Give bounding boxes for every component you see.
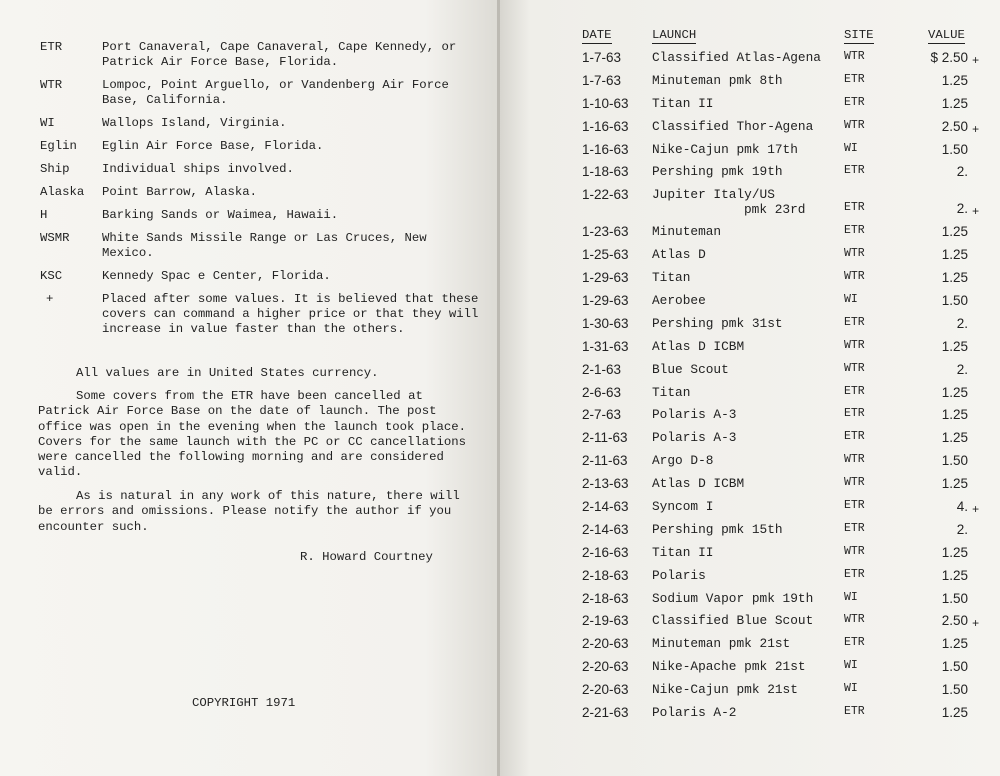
abbreviation-item	[40, 139, 480, 154]
copyright-notice: COPYRIGHT 1971	[192, 696, 296, 710]
cell-launch: Atlas D	[652, 247, 706, 263]
abbreviation-item	[40, 185, 480, 200]
abbreviation-code: H	[40, 208, 48, 222]
cell-launch: Titan II	[652, 95, 714, 111]
cell-launch: Blue Scout	[652, 361, 729, 377]
abbreviation-description: Point Barrow, Alaska.	[102, 185, 257, 199]
cell-date: 1-7-63	[582, 72, 622, 88]
abbreviation-item	[40, 116, 480, 131]
cell-site: WTR	[844, 476, 865, 490]
cell-value: 1.50	[941, 141, 968, 157]
cell-plus-mark: +	[972, 205, 980, 220]
author-signature: R. Howard Courtney	[300, 550, 433, 564]
cell-launch: Pershing pmk 31st	[652, 315, 783, 331]
cell-site: ETR	[844, 567, 865, 581]
cell-date: 2-14-63	[582, 499, 629, 515]
cell-value: 1.25	[941, 338, 968, 354]
header-date: DATE	[582, 28, 612, 42]
cell-site: ETR	[844, 407, 865, 421]
cell-site: ETR	[844, 705, 865, 719]
cell-date: 2-21-63	[582, 705, 629, 721]
cell-launch: Pershing pmk 15th	[652, 521, 783, 537]
abbreviation-description: Individual ships involved.	[102, 162, 294, 176]
cell-site: ETR	[844, 164, 865, 178]
abbreviation-code: KSC	[40, 269, 63, 283]
launch-table	[582, 28, 982, 724]
table-row	[582, 243, 982, 266]
cell-site: WI	[844, 141, 858, 155]
cell-value: 1.25	[941, 567, 968, 583]
cell-site: ETR	[844, 95, 865, 109]
cell-date: 2-20-63	[582, 636, 629, 652]
currency-note	[38, 366, 466, 381]
abbreviation-code: WI	[40, 116, 55, 130]
cell-launch: Classified Blue Scout	[652, 613, 814, 629]
cell-site: ETR	[844, 201, 865, 215]
abbreviation-code: WTR	[40, 78, 63, 92]
table-row	[582, 69, 982, 92]
cell-value: 1.25	[941, 247, 968, 263]
table-row	[582, 183, 982, 220]
cell-launch: Polaris A-2	[652, 705, 737, 721]
cell-launch: Polaris	[652, 567, 706, 583]
abbreviation-description: Barking Sands or Waimea, Hawaii.	[102, 208, 339, 222]
abbreviation-list	[40, 40, 480, 345]
cell-launch: Aerobee	[652, 293, 706, 309]
table-row	[582, 701, 982, 724]
cell-date: 2-20-63	[582, 659, 629, 675]
abbreviation-item	[40, 208, 480, 223]
cell-value: 1.25	[941, 430, 968, 446]
abbreviation-item	[40, 78, 480, 108]
abbreviation-item	[40, 269, 480, 284]
abbreviation-description: Kennedy Spac e Center, Florida.	[102, 269, 331, 283]
table-row	[582, 160, 982, 183]
cell-site: WTR	[844, 453, 865, 467]
cell-value: 2.	[956, 164, 968, 180]
table-row	[582, 472, 982, 495]
abbreviation-item	[40, 162, 480, 177]
cell-date: 2-18-63	[582, 590, 629, 606]
cell-site: ETR	[844, 315, 865, 329]
cell-value: 1.50	[941, 682, 968, 698]
cell-date: 2-11-63	[582, 453, 628, 469]
table-header	[582, 28, 982, 46]
errors-note	[38, 489, 466, 535]
cell-value: 1.25	[941, 705, 968, 721]
cell-date: 2-6-63	[582, 384, 622, 400]
abbreviation-description: Wallops Island, Virginia.	[102, 116, 287, 130]
table-row	[582, 609, 982, 632]
cell-date: 2-19-63	[582, 613, 629, 629]
cell-site: WTR	[844, 613, 865, 627]
cell-site: WTR	[844, 361, 865, 375]
table-row	[582, 312, 982, 335]
table-row	[582, 449, 982, 472]
cell-launch: Jupiter Italy/US	[652, 187, 775, 203]
cell-site: ETR	[844, 384, 865, 398]
cell-date: 1-18-63	[582, 164, 629, 180]
cell-date: 1-10-63	[582, 95, 629, 111]
abbreviation-code: ETR	[40, 40, 63, 54]
cell-date: 1-29-63	[582, 270, 629, 286]
table-row	[582, 138, 982, 161]
abbreviation-code: Eglin	[40, 139, 77, 153]
cell-date: 1-30-63	[582, 315, 629, 331]
cell-launch: Nike-Cajun pmk 21st	[652, 682, 798, 698]
cell-site: WTR	[844, 338, 865, 352]
cell-date: 1-16-63	[582, 141, 629, 157]
abbreviation-description: Eglin Air Force Base, Florida.	[102, 139, 324, 153]
abbreviation-description: Lompoc, Point Arguello, or Vandenberg Air Force Base, California.	[102, 78, 449, 107]
table-body	[582, 46, 982, 724]
cell-value: 4.	[956, 499, 968, 515]
cell-value: 1.25	[941, 407, 968, 423]
abbreviation-description: Placed after some values. It is believed that these covers can command a higher price or that they will increase in value faster than the others.	[102, 292, 479, 336]
currency-note-text: All values are in United States currency.	[76, 366, 379, 380]
cell-value: 1.50	[941, 659, 968, 675]
table-row	[582, 358, 982, 381]
cell-date: 2-11-63	[582, 430, 628, 446]
cell-value: 1.25	[941, 224, 968, 240]
cell-value: 2.50	[941, 613, 968, 629]
cell-launch: Nike-Apache pmk 21st	[652, 659, 806, 675]
cell-value: 1.25	[941, 636, 968, 652]
header-site: SITE	[844, 28, 874, 42]
cell-launch: Titan	[652, 270, 691, 286]
cell-site: ETR	[844, 224, 865, 238]
cell-date: 1-7-63	[582, 50, 622, 65]
cell-launch: Titan	[652, 384, 691, 400]
errors-note-text: As is natural in any work of this nature, there will be errors and omissions. Please notify the author if you encounter such.	[38, 489, 460, 534]
table-row	[582, 632, 982, 655]
cell-value: 2.50	[941, 118, 968, 134]
cell-site: WI	[844, 293, 858, 307]
cell-date: 2-16-63	[582, 544, 629, 560]
cell-value: 2.	[956, 361, 968, 377]
cell-date: 2-18-63	[582, 567, 629, 583]
cell-date: 2-20-63	[582, 682, 629, 698]
cell-launch: Classified Atlas-Agena	[652, 50, 821, 65]
cell-date: 2-1-63	[582, 361, 622, 377]
cell-value: 1.50	[941, 590, 968, 606]
cell-launch: Sodium Vapor pmk 19th	[652, 590, 814, 606]
cell-value: 1.25	[941, 476, 968, 492]
cell-site: ETR	[844, 499, 865, 513]
cell-site: ETR	[844, 521, 865, 535]
table-row	[582, 115, 982, 138]
header-value: VALUE	[928, 28, 965, 42]
table-row	[582, 92, 982, 115]
cell-launch: Argo D-8	[652, 453, 714, 469]
cell-launch: Polaris A-3	[652, 430, 737, 446]
cell-value: 1.50	[941, 453, 968, 469]
table-row	[582, 678, 982, 701]
abbreviation-item	[40, 40, 480, 70]
header-launch: LAUNCH	[652, 28, 697, 42]
cell-value: 1.25	[941, 72, 968, 88]
cell-site: WTR	[844, 118, 865, 132]
cell-value: 2.	[956, 521, 968, 537]
cell-value: 1.25	[941, 544, 968, 560]
cell-launch: Pershing pmk 19th	[652, 164, 783, 180]
table-row	[582, 518, 982, 541]
table-row	[582, 541, 982, 564]
cell-launch: Atlas D ICBM	[652, 338, 745, 354]
table-row	[582, 426, 982, 449]
cell-date: 1-29-63	[582, 293, 629, 309]
cell-launch: Minuteman pmk 8th	[652, 72, 783, 88]
etr-note-text: Some covers from the ETR have been cancelled at Patrick Air Force Base on the date of launch. The post office was open in the evening when the launch took place. Covers for the same launch with the PC or CC cancellations were cancelled the following morning and are considered valid.	[38, 389, 467, 480]
cell-date: 1-31-63	[582, 338, 629, 354]
abbreviation-code: Alaska	[40, 185, 85, 199]
cell-plus-mark: +	[972, 54, 980, 68]
cell-launch: Atlas D ICBM	[652, 476, 745, 492]
cell-date: 2-7-63	[582, 407, 622, 423]
cell-launch: Polaris A-3	[652, 407, 737, 423]
abbreviation-code: Ship	[40, 162, 70, 176]
table-row	[582, 655, 982, 678]
cell-site: ETR	[844, 430, 865, 444]
cell-date: 2-14-63	[582, 521, 629, 537]
table-row	[582, 220, 982, 243]
cell-site: WTR	[844, 544, 865, 558]
table-row	[582, 587, 982, 610]
cell-date: 2-13-63	[582, 476, 629, 492]
cell-launch: Classified Thor-Agena	[652, 118, 814, 134]
cell-value: 2.	[956, 201, 968, 217]
cell-date: 1-16-63	[582, 118, 629, 134]
cell-site: WTR	[844, 270, 865, 284]
cell-date: 1-25-63	[582, 247, 629, 263]
cell-launch: Syncom I	[652, 499, 714, 515]
cell-date: 1-23-63	[582, 224, 629, 240]
cell-value: 1.25	[941, 270, 968, 286]
abbreviation-item	[40, 292, 480, 337]
abbreviation-description: Port Canaveral, Cape Canaveral, Cape Kennedy, or Patrick Air Force Base, Florida.	[102, 40, 457, 69]
cell-value: 2.	[956, 315, 968, 331]
cell-launch-sub: pmk 23rd	[744, 202, 806, 218]
cell-value: 1.25	[941, 384, 968, 400]
table-row	[582, 266, 982, 289]
cell-site: ETR	[844, 72, 865, 86]
cell-plus-mark: +	[972, 617, 980, 632]
table-row	[582, 289, 982, 312]
cell-plus-mark: +	[972, 122, 980, 137]
table-row	[582, 495, 982, 518]
table-row	[582, 46, 982, 69]
cell-launch: Nike-Cajun pmk 17th	[652, 141, 798, 157]
etr-note	[38, 389, 466, 481]
abbreviation-code: WSMR	[40, 231, 70, 245]
table-row	[582, 564, 982, 587]
abbreviation-item	[40, 231, 480, 261]
abbreviation-description: White Sands Missile Range or Las Cruces, New Mexico.	[102, 231, 427, 260]
cell-value: 1.50	[941, 293, 968, 309]
cell-value: $ 2.50	[930, 50, 968, 65]
cell-date: 1-22-63	[582, 187, 629, 203]
cell-site: WTR	[844, 50, 865, 63]
cell-launch: Minuteman pmk 21st	[652, 636, 791, 652]
cell-plus-mark: +	[972, 503, 980, 518]
cell-launch: Minuteman	[652, 224, 722, 240]
cell-launch: Titan II	[652, 544, 714, 560]
cell-site: ETR	[844, 636, 865, 650]
abbreviation-code: +	[46, 292, 54, 306]
cell-site: WI	[844, 659, 858, 673]
table-row	[582, 381, 982, 404]
cell-site: WI	[844, 682, 858, 696]
table-row	[582, 335, 982, 358]
table-row	[582, 403, 982, 426]
cell-value: 1.25	[941, 95, 968, 111]
cell-site: WTR	[844, 247, 865, 261]
cell-site: WI	[844, 590, 858, 604]
